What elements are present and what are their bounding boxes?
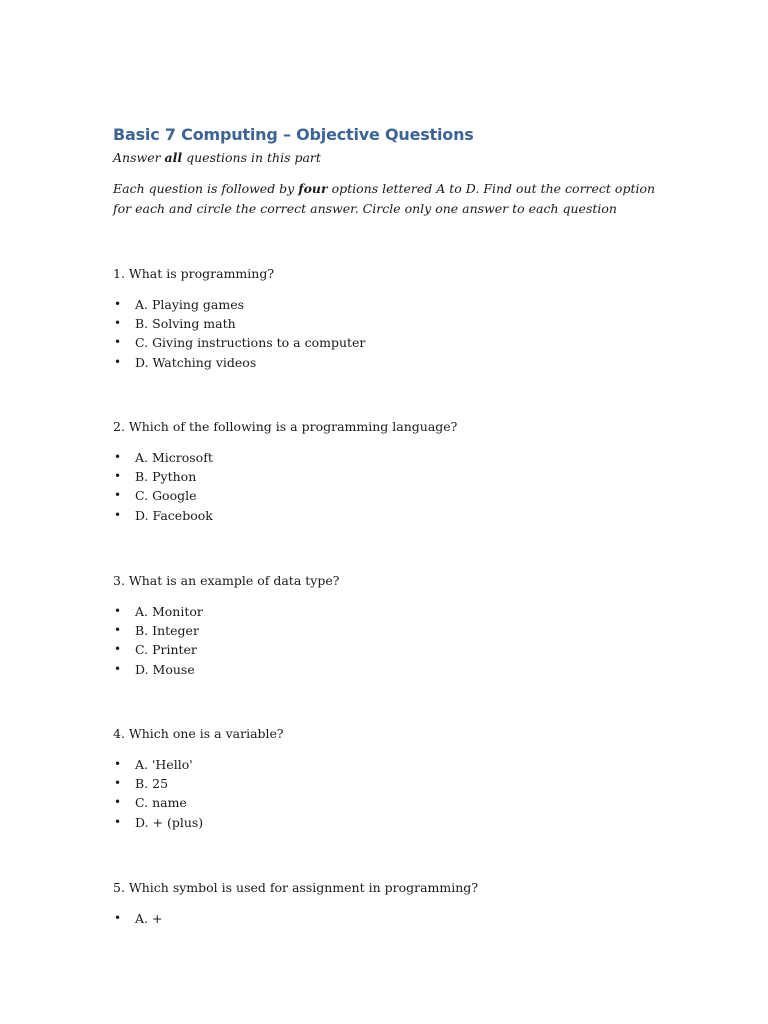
bullet-icon: •: [114, 911, 122, 925]
instructions-before: Each question is followed by: [113, 181, 299, 196]
option-item[interactable]: [113, 640, 673, 659]
option-label: C. Google: [135, 488, 197, 504]
question-instructions: [113, 179, 658, 219]
option-label: A. 'Hello': [135, 757, 193, 772]
option-item[interactable]: [113, 660, 673, 679]
bullet-icon: •: [114, 642, 122, 657]
option-item[interactable]: [113, 353, 673, 372]
option-item[interactable]: [113, 448, 673, 467]
question-block-1: [113, 264, 673, 372]
option-item[interactable]: [113, 793, 673, 812]
option-item[interactable]: [113, 506, 673, 525]
option-item[interactable]: [113, 813, 673, 832]
option-item[interactable]: [113, 774, 673, 793]
question-text: 1. What is programming?: [113, 266, 275, 281]
bullet-icon: •: [114, 814, 122, 829]
option-label: A. Playing games: [135, 297, 245, 312]
option-item[interactable]: [113, 314, 673, 333]
option-item[interactable]: [113, 486, 673, 505]
option-label: B. Python: [135, 469, 197, 485]
option-label: C. Printer: [135, 642, 197, 658]
option-label: D. Watching videos: [135, 354, 257, 370]
bullet-icon: •: [114, 316, 122, 331]
document-title: Basic 7 Computing – Objective Questions: [113, 125, 474, 144]
option-item[interactable]: [113, 295, 673, 314]
question-block-5: [113, 878, 673, 928]
answer-instruction: [113, 148, 673, 168]
option-label: B. 25: [135, 776, 169, 792]
question-text: 4. Which one is a variable?: [113, 726, 284, 741]
answer-instruction-before: Answer: [113, 150, 165, 165]
answer-instruction-emphasis: all: [164, 150, 183, 165]
bullet-icon: •: [114, 488, 122, 503]
question-block-4: [113, 724, 673, 832]
option-label: B. Integer: [135, 623, 199, 639]
question-block-3: [113, 571, 673, 679]
bullet-icon: •: [114, 450, 122, 464]
option-item[interactable]: [113, 909, 673, 928]
option-item[interactable]: [113, 755, 673, 774]
bullet-icon: •: [114, 604, 122, 618]
answer-instruction-after: questions in this part: [182, 150, 321, 165]
question-block-2: [113, 417, 673, 525]
question-text: 5. Which symbol is used for assignment in programming?: [113, 880, 479, 895]
option-item[interactable]: [113, 467, 673, 486]
option-item[interactable]: [113, 602, 673, 621]
option-label: A. Monitor: [135, 604, 203, 619]
option-label: D. + (plus): [135, 814, 204, 830]
option-label: A. Microsoft: [135, 450, 213, 465]
option-item[interactable]: [113, 621, 673, 640]
bullet-icon: •: [114, 623, 122, 638]
option-label: C. name: [135, 795, 187, 811]
instructions-after: options lettered A to D. Find out the correct option for each and circle the correct answer. Circle only one answer to each question: [113, 181, 656, 216]
bullet-icon: •: [114, 469, 122, 484]
question-text: 3. What is an example of data type?: [113, 573, 340, 588]
instructions-emphasis: four: [298, 181, 328, 196]
option-list: [113, 448, 673, 525]
bullet-icon: •: [114, 507, 122, 522]
bullet-icon: •: [114, 335, 122, 350]
bullet-icon: •: [114, 354, 122, 369]
option-list: [113, 602, 673, 679]
bullet-icon: •: [114, 297, 122, 311]
option-label: D. Mouse: [135, 661, 195, 677]
option-label: A. +: [135, 911, 163, 926]
question-text: 2. Which of the following is a programming language?: [113, 419, 458, 434]
bullet-icon: •: [114, 661, 122, 676]
bullet-icon: •: [114, 776, 122, 791]
document-page: [113, 124, 673, 926]
option-list: [113, 295, 673, 372]
option-item[interactable]: [113, 333, 673, 352]
option-label: B. Solving math: [135, 316, 236, 332]
bullet-icon: •: [114, 757, 122, 771]
option-label: D. Facebook: [135, 507, 213, 523]
option-label: C. Giving instructions to a computer: [135, 335, 366, 351]
option-list: [113, 909, 673, 928]
bullet-icon: •: [114, 795, 122, 810]
option-list: [113, 755, 673, 832]
